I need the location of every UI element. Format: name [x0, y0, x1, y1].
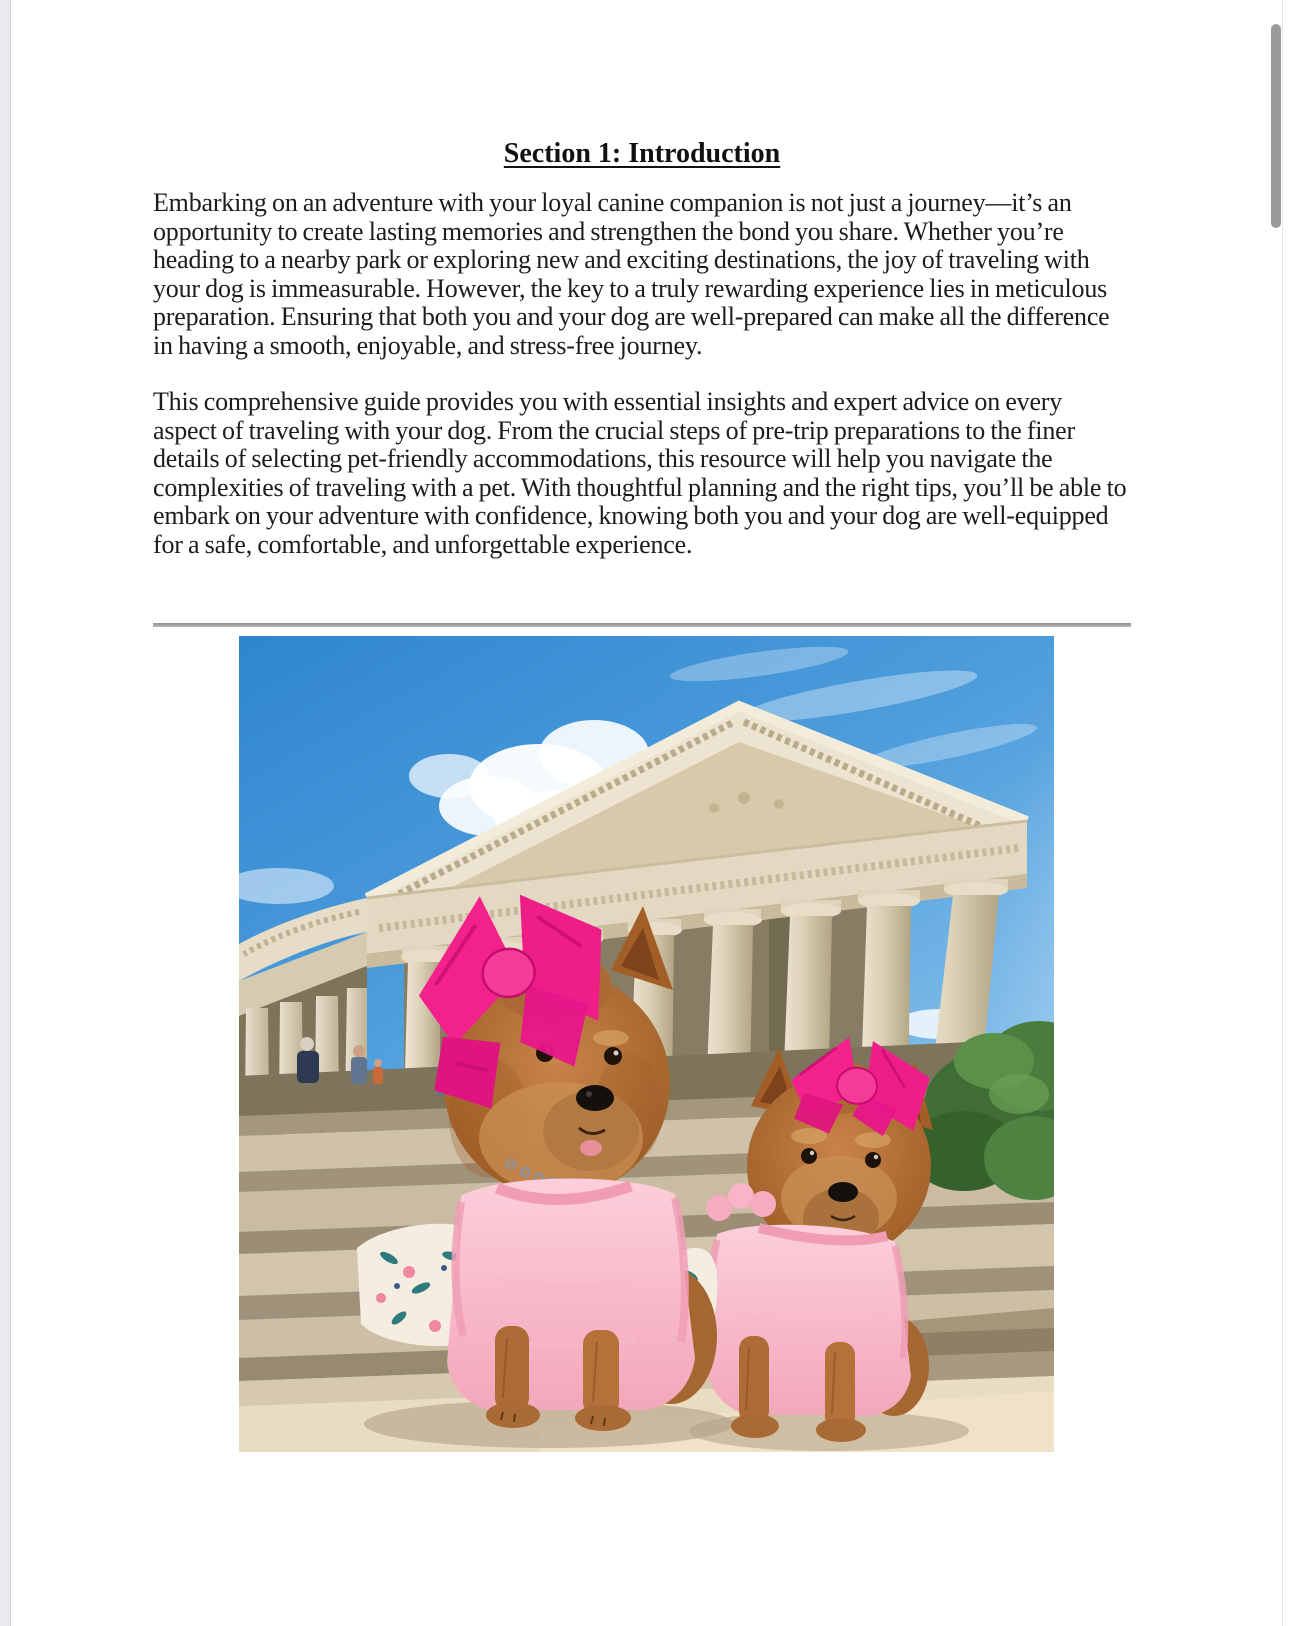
left-edge-strip: [0, 0, 11, 1626]
scrollbar-track[interactable]: [1282, 0, 1283, 1626]
intro-paragraph-1: Embarking on an adventure with your loyal canine companion is not just a journey—it’s an opportunity to create lasting memories and strengthen the bond you share. Whether you’re heading to a nearby park or exploring new and exciting destinations, the joy of traveling with your dog is immeasurable. However, the key to a truly rewarding experience lies in meticulous preparation. Ensuring that both you and your dog are well-prepared can make all the difference in having a smooth, enjoyable, and stress-free journey.: [153, 188, 1110, 360]
horizontal-rule: [153, 623, 1131, 627]
dogs-memorial-illustration: [239, 636, 1054, 1452]
intro-paragraph-2: This comprehensive guide provides you with essential insights and expert advice on every aspect of traveling with your dog. From the crucial steps of pre-trip preparations to the finer details of selecting pet-friendly accommodations, this resource will help you navigate the complexities of traveling with a pet. With thoughtful planning and the right tips, you’ll be able to embark on your adventure with confidence, knowing both you and your dog are well-equipped for a safe, comfortable, and unforgettable experience.: [153, 387, 1127, 559]
dogs-photo: [239, 636, 1054, 1452]
section-title: Section 1: Introduction: [503, 138, 781, 169]
scrollbar-thumb[interactable]: [1271, 24, 1281, 228]
